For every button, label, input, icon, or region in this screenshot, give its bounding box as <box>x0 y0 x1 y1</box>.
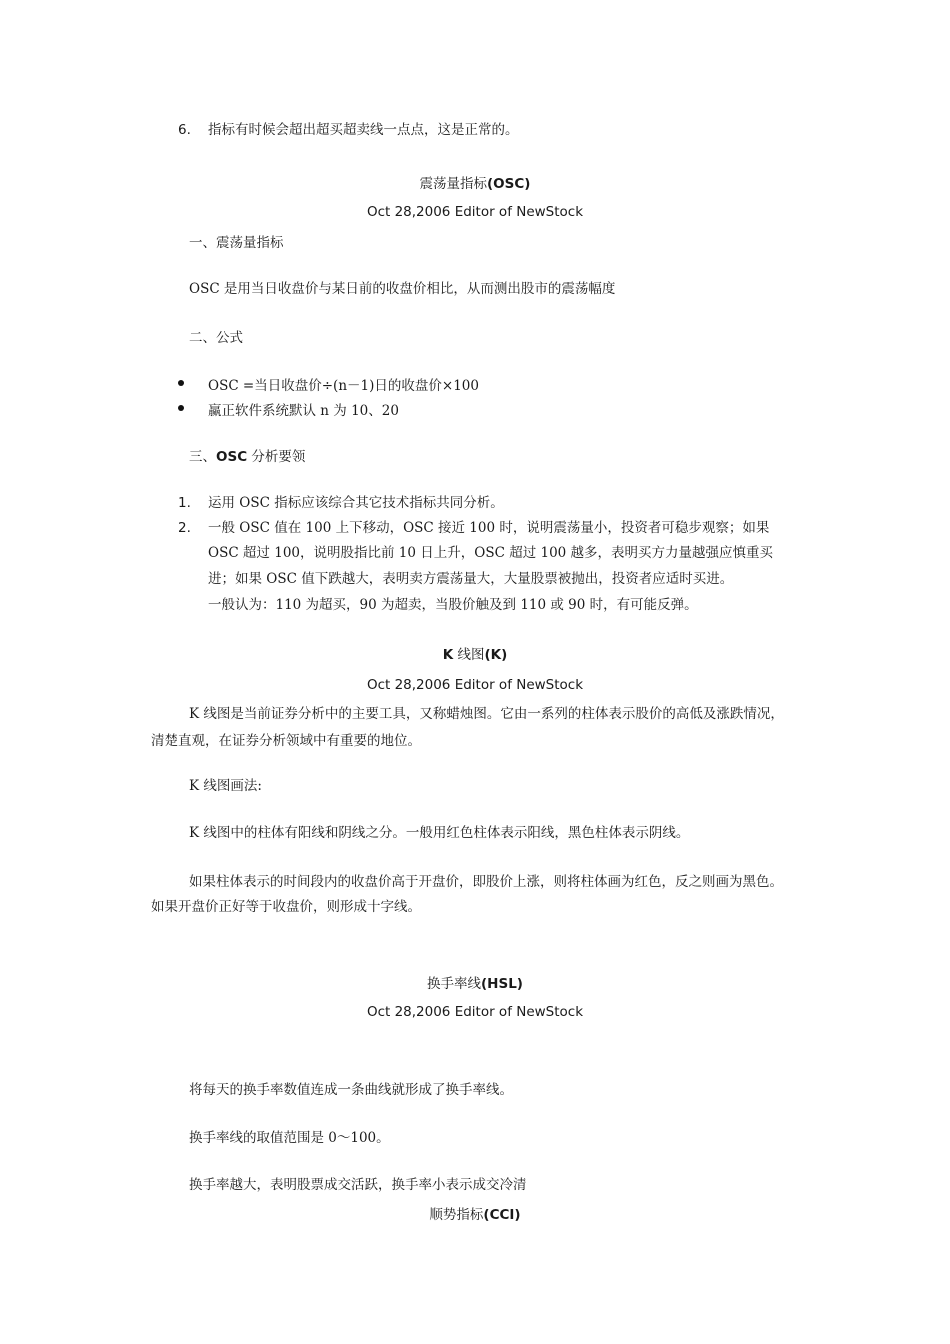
byline: Oct 28,2006 Editor of NewStock <box>366 677 584 693</box>
list-number: 2. <box>178 520 191 536</box>
subheading-suffix: 分析要领 <box>247 449 306 465</box>
subheading: 二、公式 <box>189 330 243 346</box>
section-title-cci <box>0 1205 950 1225</box>
section-title-osc <box>0 174 950 194</box>
title-cn: 线图 <box>453 647 485 663</box>
paragraph: K 线图中的柱体有阳线和阴线之分。一般用红色柱体表示阳线，黑色柱体表示阴线。 <box>189 825 690 841</box>
bullet-item: 赢正软件系统默认 n 为 10、20 <box>208 403 399 419</box>
list-number: 1. <box>178 495 191 511</box>
subheading-bold: OSC <box>216 449 248 465</box>
subheading <box>189 447 305 467</box>
paragraph: 将每天的换手率数值连成一条曲线就形成了换手率线。 <box>189 1082 513 1098</box>
list-number: 6. <box>178 122 191 138</box>
section-title-hsl <box>0 974 950 994</box>
bullet-icon <box>178 405 184 411</box>
list-item-text: 指标有时候会超出超买超卖线一点点，这是正常的。 <box>208 122 519 138</box>
title-cn: 换手率线 <box>427 976 482 992</box>
title-en: (HSL) <box>481 976 523 992</box>
subheading-prefix: 三、 <box>189 449 216 465</box>
paragraph: K 线图是当前证券分析中的主要工具，又称蜡烛图。它由一系列的柱体表示股价的高低及涨跌情况， <box>189 706 784 722</box>
list-item-text: OSC 超过 100，说明股指比前 10 日上升，OSC 超过 100 越多，表明买方力量越强应慎重买 <box>208 545 774 561</box>
title-cn: 顺势指标 <box>429 1207 484 1223</box>
paragraph: 换手率越大，表明股票成交活跃，换手率小表示成交冷清 <box>189 1177 527 1193</box>
title-en: (CCI) <box>483 1207 521 1223</box>
byline: Oct 28,2006 Editor of NewStock <box>366 204 584 220</box>
list-item-text: 进；如果 OSC 值下跌越大，表明卖方震荡量大，大量股票被抛出，投资者应适时买进。 <box>208 571 734 587</box>
title-letter: K <box>442 647 454 663</box>
paragraph: 如果开盘价正好等于收盘价，则形成十字线。 <box>151 899 421 915</box>
list-item-text: 一般认为：110 为超买，90 为超卖，当股价触及到 110 或 90 时，有可能反弹。 <box>208 597 698 613</box>
title-en: (K) <box>484 647 508 663</box>
paragraph: 换手率线的取值范围是 0～100。 <box>189 1130 390 1146</box>
paragraph: K 线图画法: <box>189 778 262 794</box>
paragraph: 如果柱体表示的时间段内的收盘价高于开盘价，即股价上涨，则将柱体画为红色，反之则画为黑色。 <box>189 874 783 890</box>
bullet-item: OSC =当日收盘价÷(n－1)日的收盘价×100 <box>208 378 479 394</box>
title-cn: 震荡量指标 <box>419 176 488 192</box>
byline: Oct 28,2006 Editor of NewStock <box>366 1004 584 1020</box>
section-title-k <box>0 645 950 665</box>
paragraph: 清楚直观，在证券分析领域中有重要的地位。 <box>151 733 421 749</box>
bullet-icon <box>178 380 184 386</box>
title-en: (OSC) <box>487 176 531 192</box>
paragraph: OSC 是用当日收盘价与某日前的收盘价相比，从而测出股市的震荡幅度 <box>189 281 616 297</box>
list-item-text: 一般 OSC 值在 100 上下移动，OSC 接近 100 时，说明震荡量小，投资者可稳步观察；如果 <box>208 520 770 536</box>
list-item-text: 运用 OSC 指标应该综合其它技术指标共同分析。 <box>208 495 504 511</box>
subheading: 一、震荡量指标 <box>189 235 284 251</box>
